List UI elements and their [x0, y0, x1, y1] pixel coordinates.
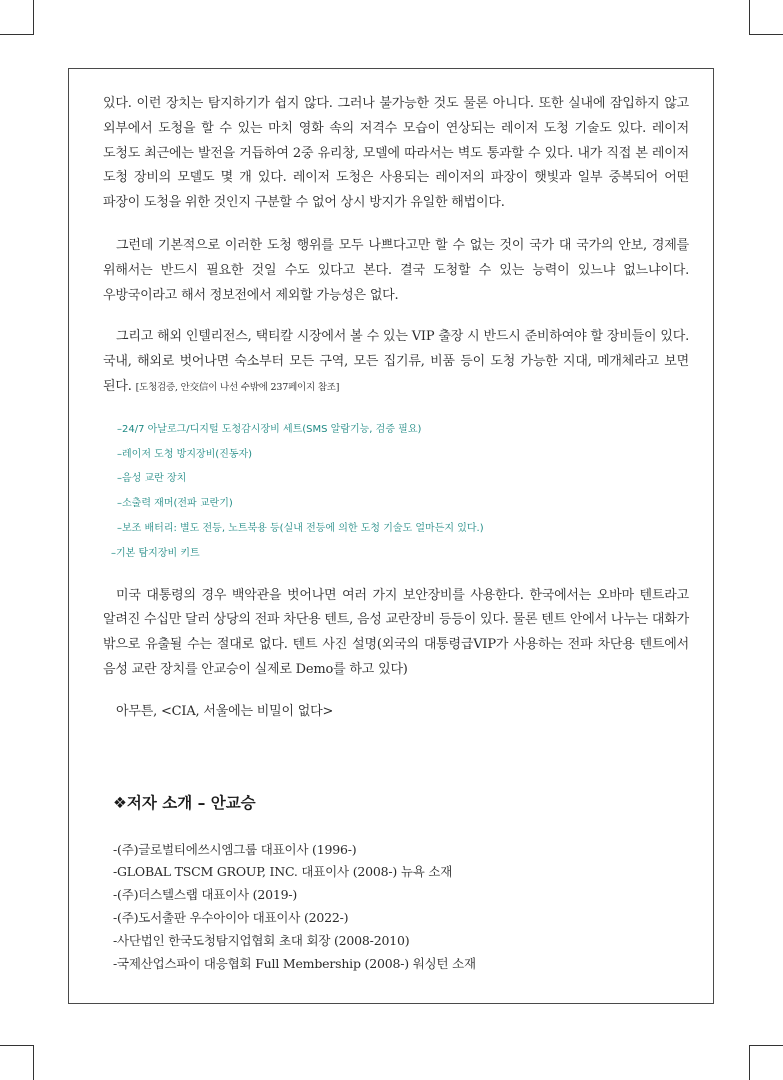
paragraph-laser-eavesdropping: 있다. 이런 장치는 탐지하기가 쉽지 않다. 그러나 불가능한 것도 물론 아니다. 또한 실내에 잠입하지 않고 외부에서 도청을 할 수 있는 마치 영화 속의 저격수 모습이 연상되는 레이저 도청 기술도 있다. 레이저 도청도 최근에는 발전을 거듭하여 2중 유리창, 모델에 따라서는 벽도 통과할 수 있다. 내가 직접 본 레이저 도청 장비의 모델도 몇 개 있다. 레이저 도청은 사용되는 레이저의 파장이 햇빛과 일부 중복되어 어떤 파장이 도청을 위한 것인지 구분할 수 없어 상시 방지가 유일한 해법이다.: [103, 96, 689, 211]
paragraph-vip-equipment: [103, 325, 689, 400]
crop-mark-top-left-v: [33, 0, 34, 35]
crop-mark-top-left-h: [0, 34, 34, 35]
author-heading: ❖저자 소개 – 안교승: [113, 793, 256, 812]
paragraph-us-president: 미국 대통령의 경우 백악관을 벗어나면 여러 가지 보안장비를 사용한다. 한국에서는 오바마 텐트라고 알려진 수십만 달러 상당의 전파 차단용 텐트, 음성 교란장비 등등이 있다. 물론 텐트 안에서 나누는 대화가 밖으로 유출될 수는 절대로 없다. 텐트 사진 설명(외국의 대통령급VIP가 사용하는 전파 차단용 텐트에서 음성 교란 장치를 안교승이 실제로 Demo를 하고 있다): [103, 587, 689, 677]
bio-item: -GLOBAL TSCM GROUP, INC. 대표이사 (2008-) 뉴욕 소재: [113, 864, 453, 880]
paragraph-national-security: 그런데 기본적으로 이러한 도청 행위를 모두 나쁘다고만 할 수 없는 것이 국가 대 국가의 안보, 경제를 위해서는 반드시 필요한 것일 수도 있다고 본다. 결국 도청할 수 있는 능력이 있느냐 없느냐이다. 우방국이라고 해서 정보전에서 제외할 가능성은 없다.: [103, 237, 689, 303]
list-item: –음성 교란 장치: [117, 473, 187, 485]
equipment-list: [103, 418, 689, 567]
bio-item: -(주)글로벌티에쓰시엠그룹 대표이사 (1996-): [113, 841, 357, 857]
crop-mark-bottom-right-h: [749, 1045, 783, 1046]
crop-mark-top-right-v: [749, 0, 750, 35]
paragraph-conclusion: 아무튼, <CIA, 서울에는 비밀이 없다>: [116, 703, 334, 719]
crop-mark-bottom-right-v: [749, 1045, 750, 1080]
author-bio-list: [103, 839, 689, 976]
bio-item: -(주)도서출판 우수아이아 대표이사 (2022-): [113, 909, 349, 925]
list-item: –레이저 도청 방지장비(진동자): [117, 448, 253, 460]
list-item: –소출력 재머(전파 교란기): [117, 498, 233, 510]
page-content: [103, 92, 689, 975]
list-item: –기본 탐지장비 키트: [111, 547, 200, 559]
bio-item: -사단법인 한국도청탐지업협회 초대 회장 (2008-2010): [113, 932, 410, 948]
bio-item: -국제산업스파이 대응협회 Full Membership (2008-) 워싱턴 소재: [113, 955, 476, 971]
list-item: –보조 배터리: 별도 전등, 노트북용 등(실내 전등에 의한 도청 기술도 얼마든지 있다.): [117, 522, 484, 534]
vip-equipment-text: 그리고 해외 인텔리전스, 택티칼 시장에서 볼 수 있는 VIP 출장 시 반드시 준비하여야 할 장비들이 있다. 국내, 해외로 벗어나면 숙소부터 모든 구역, 모든 집기류, 비품 등이 도청 가능한 지대, 메개체라고 보면 된다.: [103, 329, 689, 394]
page-reference-note: [도청검증, 안交信이 나선 수밖에 237페이지 참조]: [135, 381, 340, 393]
crop-mark-bottom-left-h: [0, 1045, 34, 1046]
crop-mark-top-right-h: [749, 34, 783, 35]
bio-item: -(주)더스텔스랩 대표이사 (2019-): [113, 887, 298, 903]
crop-mark-bottom-left-v: [33, 1045, 34, 1080]
list-item: –24/7 아날로그/디지털 도청감시장비 세트(SMS 알람기능, 검증 필요): [117, 423, 422, 435]
